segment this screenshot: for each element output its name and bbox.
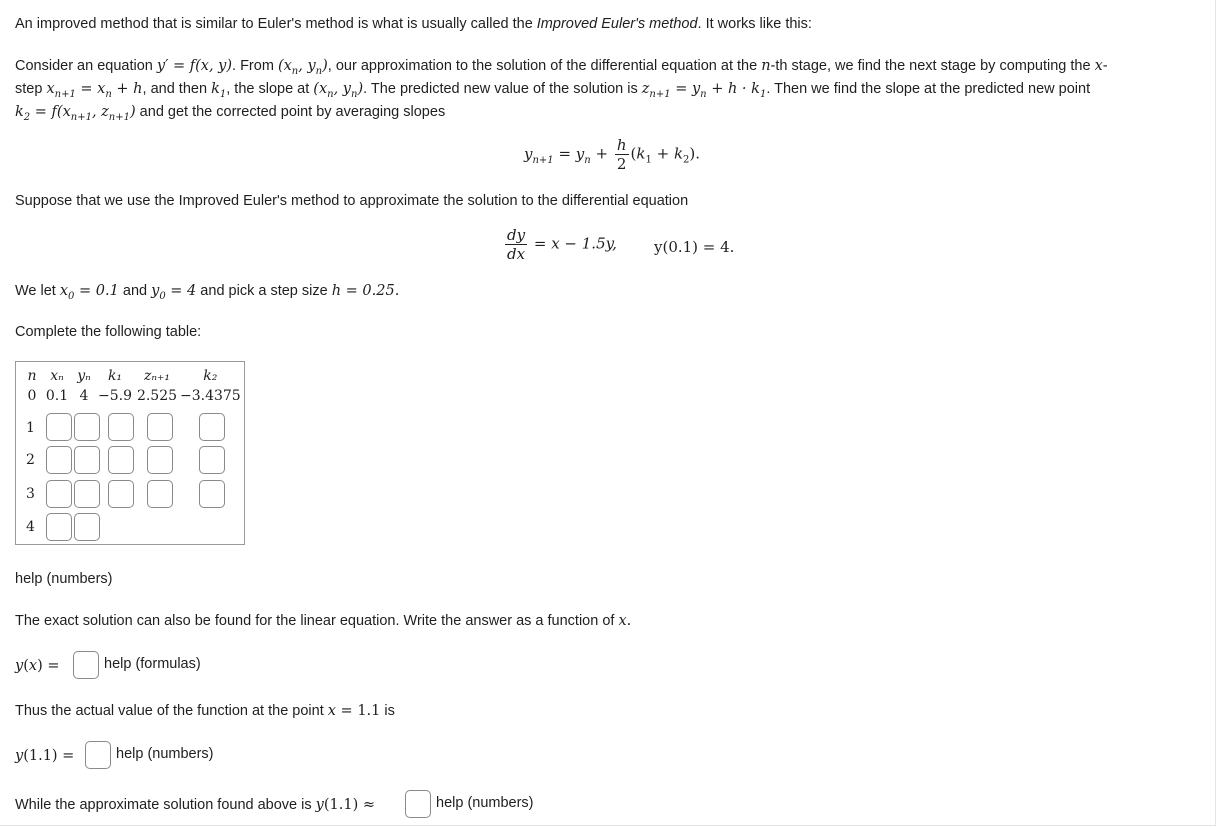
input-k2-3[interactable] bbox=[199, 480, 225, 508]
var-k1: $k_1$ bbox=[211, 81, 227, 100]
method-line-3 bbox=[15, 102, 445, 128]
approx-value-text: While the approximate solution found above is y(1.1) ≈ bbox=[15, 797, 375, 813]
equation-k2: $k_2 = f(x_{n+1}$, $z_{n+1}$) bbox=[15, 104, 136, 123]
method-line-1 bbox=[15, 56, 1108, 82]
cell-k2: −3.4375 bbox=[180, 388, 241, 404]
intro-paragraph bbox=[15, 14, 812, 34]
input-z2[interactable] bbox=[147, 413, 173, 441]
y-of-x-label: y(x) = bbox=[15, 658, 60, 674]
row-label-3: 3 bbox=[26, 486, 35, 502]
input-z4[interactable] bbox=[147, 480, 173, 508]
text: While the approximate solution found above is bbox=[15, 797, 316, 813]
text: - bbox=[1102, 58, 1108, 74]
method-name: Improved Euler's method bbox=[536, 16, 698, 32]
var-n: n bbox=[761, 58, 771, 74]
initial-condition: y(0.1) = 4. bbox=[654, 238, 735, 256]
equation-xn1: $x_{n+1} = x_n + h$ bbox=[46, 81, 143, 100]
text: We let bbox=[15, 283, 60, 299]
input-k2-2[interactable] bbox=[199, 446, 225, 474]
point-xn-yn: ($x_n$, $y_n$) bbox=[277, 58, 328, 77]
text: , our approximation to the solution of the differential equation at the bbox=[327, 58, 762, 74]
text: Thus the actual value of the function at the point bbox=[15, 703, 328, 719]
help-numbers-link-2[interactable]: help (numbers) bbox=[116, 746, 214, 762]
exact-solution-input[interactable] bbox=[73, 651, 99, 679]
text: . From bbox=[232, 58, 278, 74]
input-y2[interactable] bbox=[74, 446, 100, 474]
text: , the slope at bbox=[226, 81, 314, 97]
actual-value-input[interactable] bbox=[85, 741, 111, 769]
ode-equation: $\frac{dy}{dx}$ = x − 1.5y, bbox=[507, 226, 617, 263]
setup-line: We let $x_0 = 0.1$ and $y_0 = 4$ and pick a step size h = 0.25. bbox=[15, 283, 400, 302]
table-row bbox=[22, 386, 241, 406]
header-k2: k₂ bbox=[203, 368, 218, 384]
method-line-2 bbox=[15, 79, 1090, 105]
cell-yn: 4 bbox=[79, 388, 89, 404]
header-k1: k₁ bbox=[107, 368, 123, 384]
input-y1[interactable] bbox=[74, 413, 100, 441]
approx-value-input[interactable] bbox=[405, 790, 431, 818]
input-x2[interactable] bbox=[46, 446, 72, 474]
text: and bbox=[118, 283, 152, 299]
x-equals: x bbox=[327, 703, 336, 719]
improved-euler-formula: $y_{n+1} = y_n$ + $\frac{h}{2}$ $(k_1 + k_2)$. bbox=[524, 136, 701, 173]
actual-value-text: Thus the actual value of the function at the point x = 1.1 is bbox=[15, 703, 395, 719]
input-x4[interactable] bbox=[46, 513, 72, 541]
y-at-1.1-label: y(1.1) = bbox=[15, 748, 75, 764]
ode-rhs: = x − 1.5y, bbox=[533, 234, 617, 253]
header-yn: yₙ bbox=[77, 368, 91, 384]
x0-value: $x_0 = 0.1$ bbox=[59, 283, 119, 302]
input-k1-3[interactable] bbox=[108, 480, 134, 508]
cell-k1: −5.9 bbox=[98, 388, 132, 404]
help-numbers-link[interactable]: help (numbers) bbox=[15, 571, 113, 587]
exact-solution-text: The exact solution can also be found for the linear equation. Write the answer as a function of x. bbox=[15, 613, 632, 629]
input-y3[interactable] bbox=[74, 480, 100, 508]
text: -th stage, we find the next stage by computing the bbox=[770, 58, 1095, 74]
header-zn1: zₙ₊₁ bbox=[143, 368, 171, 384]
ode-description: Suppose that we use the Improved Euler's method to approximate the solution to the differential equation bbox=[15, 193, 689, 209]
row-label-2: 2 bbox=[26, 452, 35, 468]
cell-n: 0 bbox=[27, 388, 37, 404]
intro-text-end: . It works like this: bbox=[697, 16, 812, 32]
text: and pick a step size bbox=[196, 283, 332, 299]
input-x1[interactable] bbox=[46, 413, 72, 441]
input-y4[interactable] bbox=[74, 513, 100, 541]
row-label-1: 1 bbox=[26, 420, 35, 436]
point-xn-yn: ($x_n$, $y_n$) bbox=[313, 81, 364, 100]
input-k1-2[interactable] bbox=[108, 446, 134, 474]
table-header-row bbox=[22, 366, 241, 386]
text: . The predicted new value of the solution is bbox=[363, 81, 642, 97]
row-label-4: 4 bbox=[26, 519, 35, 535]
var-x: x bbox=[618, 613, 627, 629]
cell-zn1: 2.525 bbox=[136, 388, 178, 404]
input-x3[interactable] bbox=[46, 480, 72, 508]
text: is bbox=[380, 703, 395, 719]
text: step bbox=[15, 81, 47, 97]
header-n: n bbox=[27, 368, 37, 384]
input-z3[interactable] bbox=[147, 446, 173, 474]
euler-table bbox=[15, 361, 245, 545]
text: and get the corrected point by averaging slopes bbox=[135, 104, 446, 120]
help-formulas-link[interactable]: help (formulas) bbox=[104, 656, 201, 672]
input-k1-1[interactable] bbox=[108, 413, 134, 441]
equation-yprime: y′ = f(x, y) bbox=[156, 58, 233, 74]
table-grid bbox=[22, 366, 241, 406]
text: . Then we find the slope at the predicted new point bbox=[766, 81, 1091, 97]
var-x: x bbox=[1094, 58, 1103, 74]
equation-zn1: $z_{n+1} = y_n + h \cdot k_1$ bbox=[641, 81, 767, 100]
help-numbers-link-3[interactable]: help (numbers) bbox=[436, 795, 534, 811]
input-k2-1[interactable] bbox=[199, 413, 225, 441]
text: Consider an equation bbox=[15, 58, 157, 74]
cell-xn: 0.1 bbox=[45, 388, 69, 404]
text: The exact solution can also be found for the linear equation. Write the answer as a function of bbox=[15, 613, 619, 629]
header-xn: xₙ bbox=[50, 368, 64, 384]
y0-value: $y_0 = 4$ bbox=[151, 283, 197, 302]
complete-table-label: Complete the following table: bbox=[15, 324, 202, 340]
intro-text: An improved method that is similar to Euler's method is what is usually called the bbox=[15, 16, 537, 32]
step-size: h = 0.25 bbox=[331, 283, 395, 299]
text: , and then bbox=[142, 81, 212, 97]
